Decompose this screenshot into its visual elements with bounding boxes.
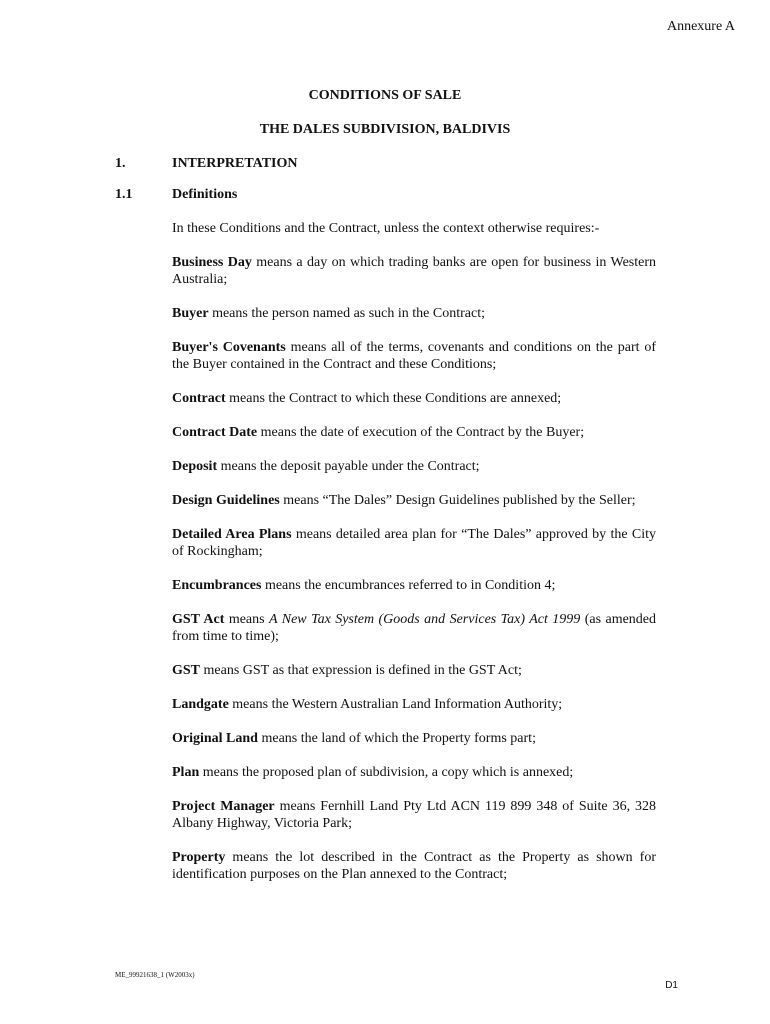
definition-text: (as amended from time to time);	[172, 612, 657, 644]
definition-text: means the lot described in the Contract as the Property as shown for identification purposes on the Plan annexed to the Contract;	[172, 850, 656, 882]
definition-design-guidelines	[172, 492, 656, 509]
definition-project-manager	[172, 798, 656, 832]
subsection-number: 1.1	[115, 187, 133, 202]
section-number: 1.	[115, 156, 126, 171]
definition-contract-date	[172, 424, 656, 441]
definition-term: Deposit	[172, 459, 218, 474]
section-title: INTERPRETATION	[172, 156, 298, 171]
definition-original-land	[172, 730, 656, 747]
subsection-title: Definitions	[172, 187, 238, 202]
definition-term: GST Act	[172, 612, 225, 627]
definition-buyer	[172, 305, 656, 322]
definition-term: Detailed Area Plans	[172, 527, 292, 542]
definition-term: Buyer	[172, 306, 209, 321]
definition-gst	[172, 662, 656, 679]
document-id: ME_99921638_1 (W2003x)	[115, 971, 195, 979]
definition-text: means the deposit payable under the Contract;	[217, 459, 480, 474]
definition-term: Plan	[172, 765, 200, 780]
definition-text: means	[224, 612, 270, 627]
definition-plan	[172, 764, 656, 781]
document-subtitle: THE DALES SUBDIVISION, BALDIVIS	[259, 122, 511, 137]
definition-term: Contract Date	[172, 425, 258, 440]
definition-buyers-covenants	[172, 339, 656, 373]
definition-text: means the proposed plan of subdivision, a copy which is annexed;	[199, 765, 574, 780]
definition-text: means a day on which trading banks are open for business in Western Australia;	[172, 255, 656, 287]
definition-property	[172, 849, 656, 883]
definition-text: means the Contract to which these Conditions are annexed;	[225, 391, 562, 406]
definition-term: Landgate	[172, 697, 229, 712]
definition-encumbrances	[172, 577, 656, 594]
definition-term: Project Manager	[172, 799, 275, 814]
definition-term: Encumbrances	[172, 578, 262, 593]
definition-text: means the encumbrances referred to in Condition 4;	[261, 578, 556, 593]
definition-term: Business Day	[172, 255, 252, 270]
definition-text: means “The Dales” Design Guidelines published by the Seller;	[279, 493, 636, 508]
definitions-body	[172, 220, 656, 900]
definition-text: means the land of which the Property forms part;	[257, 731, 536, 746]
annexure-label: Annexure A	[666, 19, 735, 34]
definition-text: means GST as that expression is defined in the GST Act;	[200, 663, 522, 678]
page-number: D1	[665, 980, 678, 991]
act-name: A New Tax System (Goods and Services Tax) Act 1999	[269, 612, 581, 627]
definition-contract	[172, 390, 656, 407]
definition-text: means the date of execution of the Contract by the Buyer;	[257, 425, 585, 440]
definition-term: Property	[172, 850, 226, 865]
intro-paragraph: In these Conditions and the Contract, unless the context otherwise requires:-	[172, 221, 600, 236]
definition-text: means detailed area plan for “The Dales” approved by the City of Rockingham;	[172, 527, 656, 559]
definition-business-day	[172, 254, 656, 288]
definition-gst-act	[172, 611, 656, 645]
document-title: CONDITIONS OF SALE	[308, 88, 462, 103]
definition-text: means Fernhill Land Pty Ltd ACN 119 899 348 of Suite 36, 328 Albany Highway, Victoria Park;	[172, 799, 657, 831]
definition-detailed-area-plans	[172, 526, 656, 560]
definition-deposit	[172, 458, 656, 475]
definition-landgate	[172, 696, 656, 713]
definition-term: Contract	[172, 391, 226, 406]
definition-term: Buyer's Covenants	[172, 340, 286, 355]
definition-text: means the person named as such in the Contract;	[208, 306, 485, 321]
definition-term: GST	[172, 663, 201, 678]
definition-term: Original Land	[172, 731, 258, 746]
definition-text: means the Western Australian Land Information Authority;	[228, 697, 563, 712]
definition-term: Design Guidelines	[172, 493, 280, 508]
definition-text: means all of the terms, covenants and conditions on the part of the Buyer contained in the Contract and these Conditions;	[172, 340, 657, 372]
